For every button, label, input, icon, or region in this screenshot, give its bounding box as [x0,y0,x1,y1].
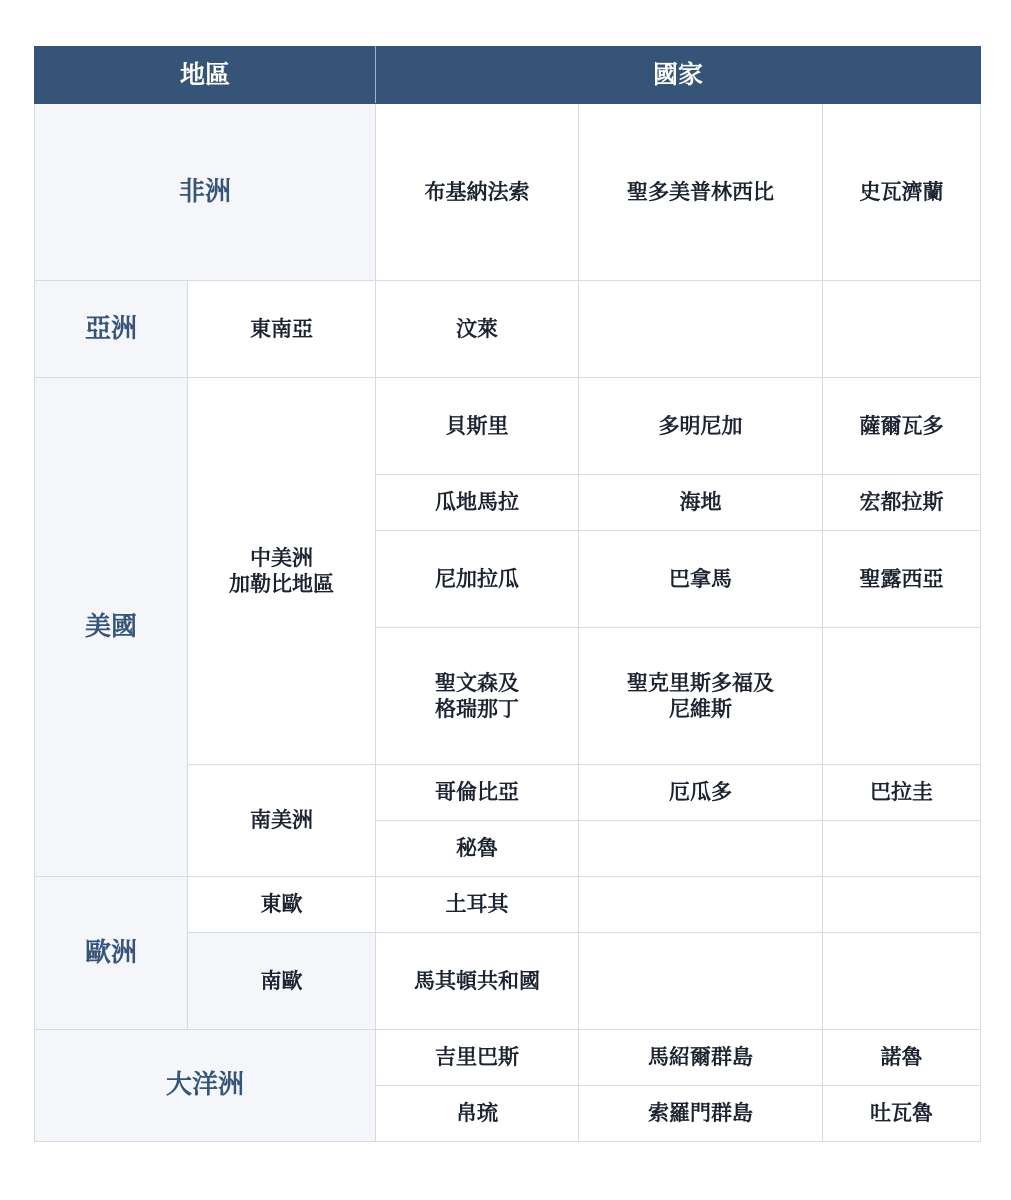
country-cell: 史瓦濟蘭 [823,104,981,281]
empty-cell [823,933,981,1030]
subregion-eastern-europe: 東歐 [188,877,376,933]
header-region: 地區 [35,47,376,104]
subregion-central-america-caribbean [188,378,376,765]
country-cell [376,628,579,765]
country-cell [579,628,823,765]
country-cell: 哥倫比亞 [376,765,579,821]
country-line: 聖文森及 [435,670,520,695]
region-america: 美國 [35,378,188,877]
empty-cell [579,877,823,933]
country-cell: 吐瓦魯 [823,1086,981,1142]
subregion-south-america: 南美洲 [188,765,376,877]
country-cell: 秘魯 [376,821,579,877]
table-row [35,104,981,281]
empty-cell [823,628,981,765]
empty-cell [579,933,823,1030]
region-africa: 非洲 [35,104,376,281]
country-cell: 巴拿馬 [579,531,823,628]
subregion-southern-europe: 南歐 [188,933,376,1030]
country-cell: 貝斯里 [376,378,579,475]
subregion-southeast-asia: 東南亞 [188,281,376,378]
country-cell: 諾魯 [823,1030,981,1086]
empty-cell [579,821,823,877]
region-europe: 歐洲 [35,877,188,1030]
empty-cell [823,821,981,877]
country-cell: 布基納法索 [376,104,579,281]
empty-cell [823,281,981,378]
header-country: 國家 [376,47,981,104]
country-line: 格瑞那丁 [435,697,520,721]
region-country-table-container [34,46,980,1142]
country-cell: 薩爾瓦多 [823,378,981,475]
country-line: 尼維斯 [669,697,733,721]
table-row [35,281,981,378]
table-header-row [35,47,981,104]
country-cell: 帛琉 [376,1086,579,1142]
country-cell: 馬紹爾群島 [579,1030,823,1086]
country-cell: 聖露西亞 [823,531,981,628]
country-cell: 厄瓜多 [579,765,823,821]
country-cell: 多明尼加 [579,378,823,475]
country-cell: 海地 [579,475,823,531]
subregion-line: 中美洲 [250,545,313,570]
empty-cell [823,877,981,933]
country-cell: 汶萊 [376,281,579,378]
table-row [35,877,981,933]
country-cell: 索羅門群島 [579,1086,823,1142]
country-cell: 巴拉圭 [823,765,981,821]
country-cell: 尼加拉瓜 [376,531,579,628]
country-cell: 聖多美普林西比 [579,104,823,281]
region-country-table [34,46,981,1142]
table-row [35,1030,981,1086]
country-line: 聖克里斯多福及 [627,670,775,695]
country-cell: 宏都拉斯 [823,475,981,531]
empty-cell [579,281,823,378]
country-cell: 馬其頓共和國 [376,933,579,1030]
region-oceania: 大洋洲 [35,1030,376,1142]
subregion-line: 加勒比地區 [229,572,334,596]
country-cell: 吉里巴斯 [376,1030,579,1086]
country-cell: 瓜地馬拉 [376,475,579,531]
table-row [35,378,981,475]
country-cell: 土耳其 [376,877,579,933]
region-asia: 亞洲 [35,281,188,378]
